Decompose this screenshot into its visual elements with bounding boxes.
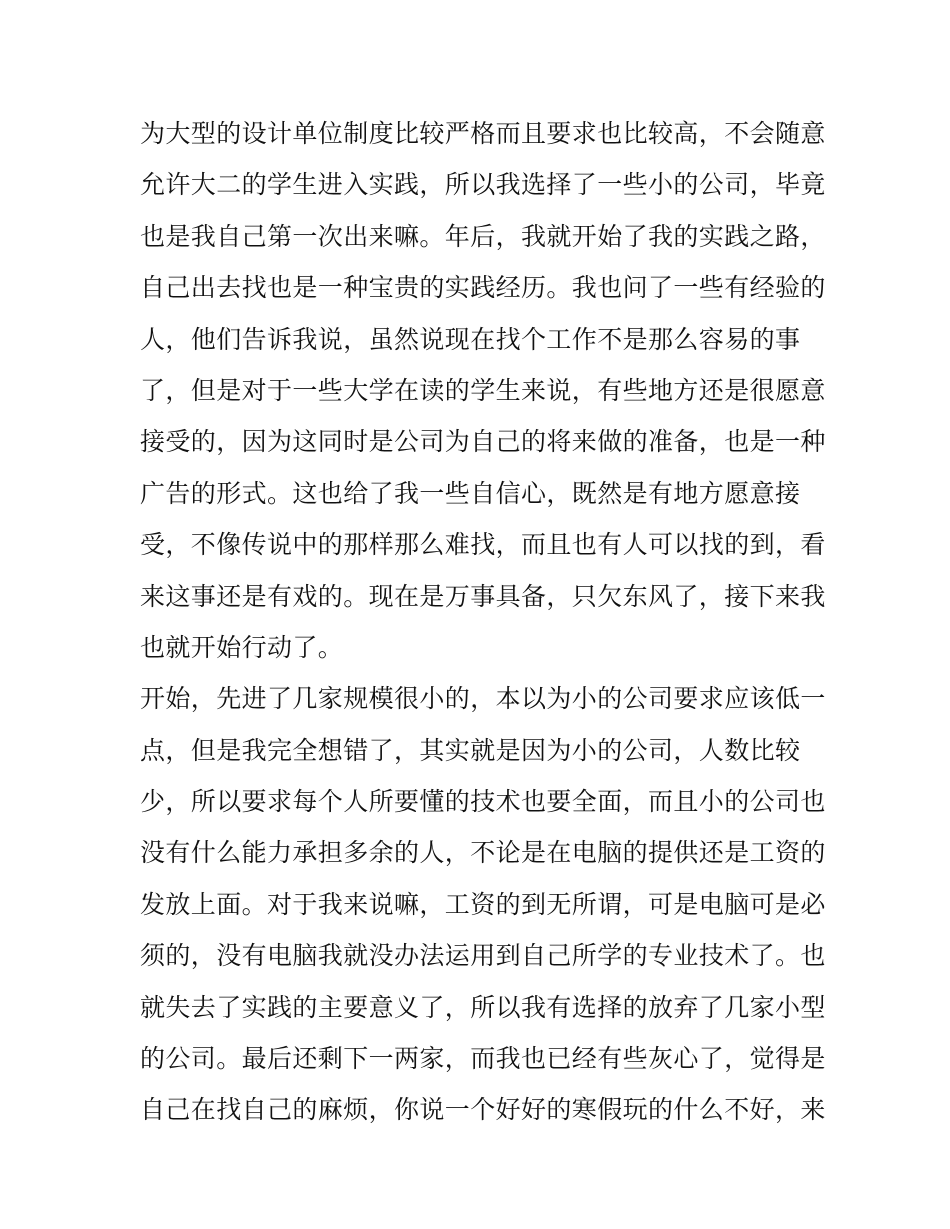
text-line: 受，不像传说中的那样那么难找，而且也有人可以找的到，看 (140, 530, 826, 560)
text-line: 也是我自己第一次出来嘛。年后，我就开始了我的实践之路， (140, 221, 826, 251)
text-line: 点，但是我完全想错了，其实就是因为小的公司，人数比较 (140, 735, 801, 765)
body-text (140, 108, 826, 1136)
text-line: 为大型的设计单位制度比较严格而且要求也比较高，不会随意 (140, 119, 826, 148)
text-line: 了，但是对于一些大学在读的学生来说，有些地方还是很愿意 (140, 375, 826, 405)
text-line: 接受的，因为这同时是公司为自己的将来做的准备，也是一种 (140, 427, 826, 457)
text-line: 没有什么能力承担多余的人，不论是在电脑的提供还是工资的 (140, 838, 826, 868)
text-line: 自己在找自己的麻烦，你说一个好好的寒假玩的什么不好，来 (140, 1095, 826, 1125)
text-line: 发放上面。对于我来说嘛，工资的到无所谓，可是电脑可是必 (140, 889, 826, 919)
text-line: 人，他们告诉我说，虽然说现在找个工作不是那么容易的事 (140, 324, 801, 354)
text-line: 来这事还是有戏的。现在是万事具备，只欠东风了，接下来我 (140, 581, 826, 611)
text-line: 须的，没有电脑我就没办法运用到自己所学的专业技术了。也 (140, 941, 826, 971)
text-line: 开始，先进了几家规模很小的，本以为小的公司要求应该低一 (140, 684, 826, 714)
text-line: 也就开始行动了。 (140, 632, 344, 662)
text-line: 就失去了实践的主要意义了，所以我有选择的放弃了几家小型 (140, 992, 826, 1022)
text-line: 少，所以要求每个人所要懂的技术也要全面，而且小的公司也 (140, 787, 826, 817)
text-line: 允许大二的学生进入实践，所以我选择了一些小的公司，毕竟 (140, 170, 826, 200)
text-line: 自己出去找也是一种宝贵的实践经历。我也问了一些有经验的 (140, 273, 826, 303)
text-line: 广告的形式。这也给了我一些自信心，既然是有地方愿意接 (140, 478, 801, 508)
text-line: 的公司。最后还剩下一两家，而我也已经有些灰心了，觉得是 (140, 1044, 826, 1074)
